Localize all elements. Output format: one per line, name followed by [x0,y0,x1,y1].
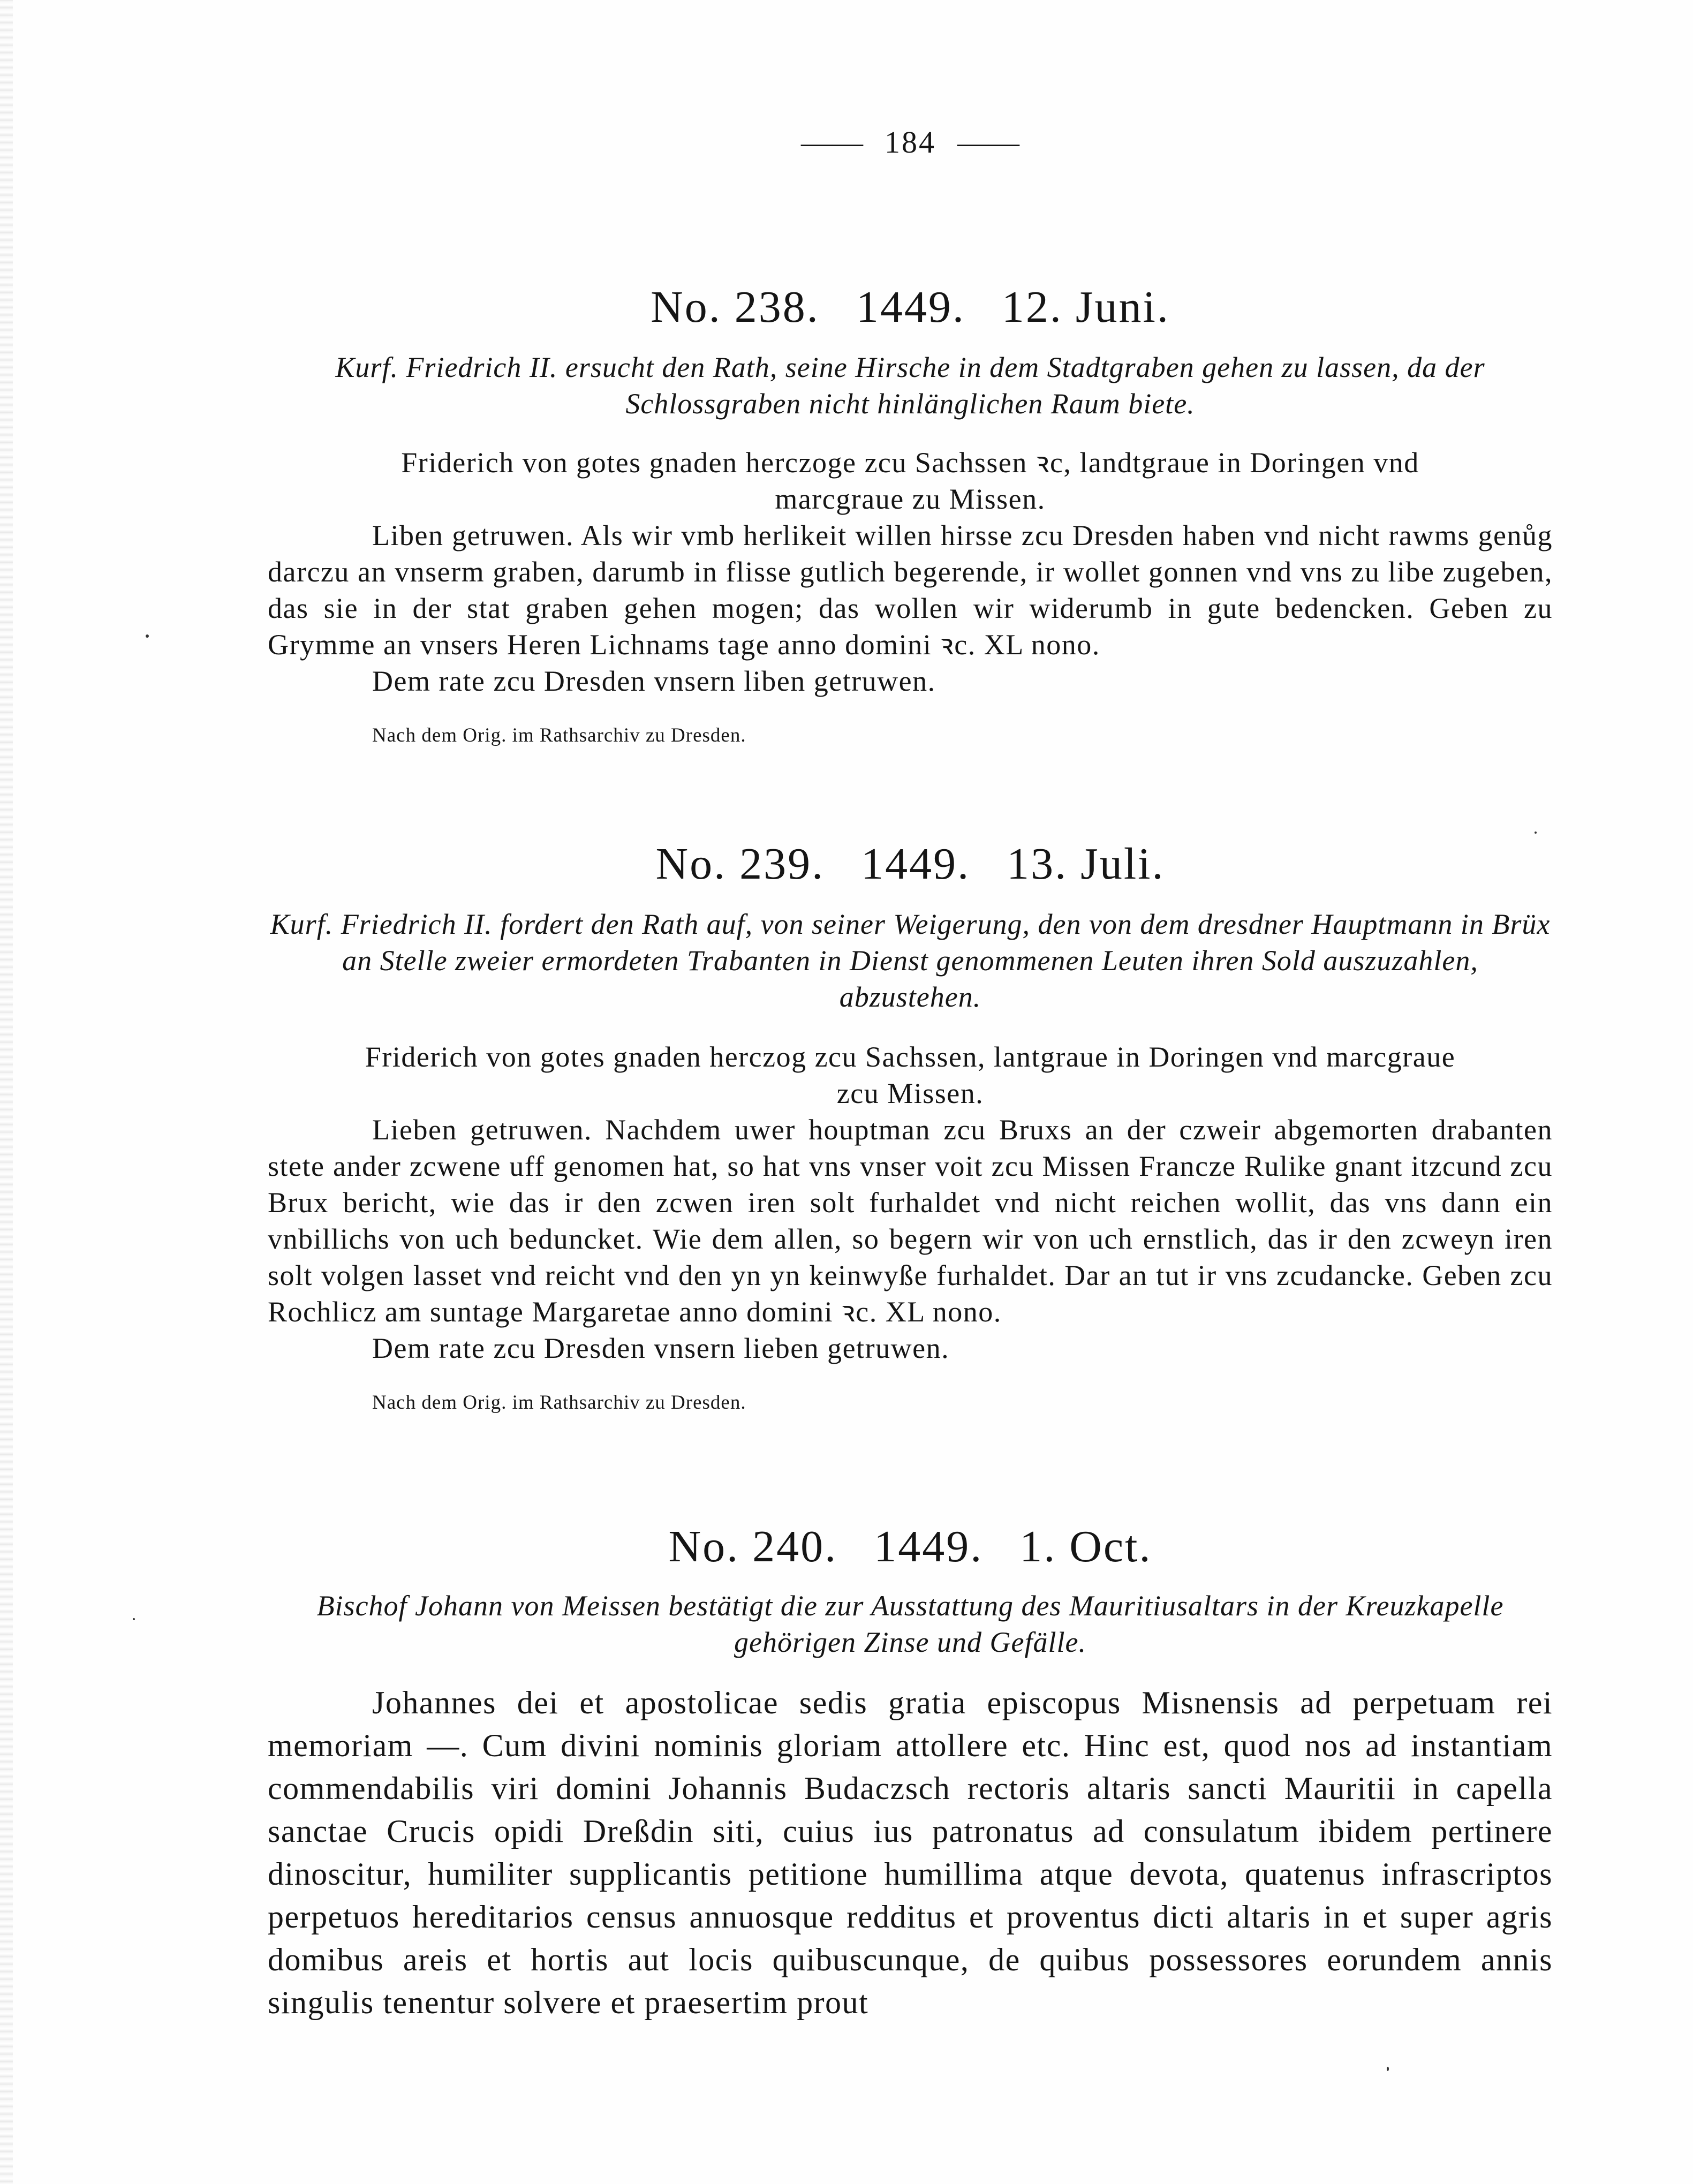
document-number: No. 239. [655,839,825,889]
address-238: Dem rate zcu Dresden vnsern liben getruwen. [372,665,936,697]
document-text-239 [268,1039,1553,1366]
source-note-238: Nach dem Orig. im Rathsarchiv zu Dresden. [372,724,746,746]
document-number: No. 240. [668,1522,838,1571]
document-number: No. 238. [651,282,820,332]
letter-body-239: Lieben getruwen. Nachdem uwer houptman zcu Bruxs an der czweir abgemorten drabanten stete ander zcwene uff genomen hat, so hat vns vnser voit zcu Missen Francze Rulike gnant itzcund zcu Brux bericht, wie das ir den zcwen iren solt furhaldet vnd nicht reichen wollit, das vns dann ein vnbillichs von uch beduncket. Wie dem allen, so begern wir von uch ernstlich, das ir den zcweyn iren solt volgen lasset vnd reicht vnd den yn yn keinwyße furhaldet. Dar an tut ir vns zcudancke. Geben zcu Rochlicz am suntage Margaretae anno domini ꝛc. XL nono. [268,1114,1553,1328]
document-heading-238 [268,281,1553,333]
folio-dash-left: —— [801,125,863,160]
intitulatio-238: Friderich von gotes gnaden herczoge zcu Sachssen ꝛc, landtgraue in Doringen vnd marcgraue zu Missen. [401,447,1419,515]
scan-edge [0,0,13,2184]
document-year: 1449. [874,1522,984,1571]
scan-speck [1535,832,1537,834]
letter-body-238: Liben getruwen. Als wir vmb herlikeit willen hirsse zcu Dresden haben vnd nicht rawms genůg darczu an vnserm graben, darumb in flisse gutlich begerende, ir wollet gonnen vnd vns zu libe zugeben, das sie in der stat graben gehen mogen; das wollen wir widerumb in gute bedencken. Geben zu Grymme an vnsers Heren Lichnams tage anno domini ꝛc. XL nono. [268,519,1553,661]
intitulatio-239: Friderich von gotes gnaden herczog zcu Sachssen, lantgraue in Doringen vnd marcgraue zcu Missen. [365,1041,1456,1109]
regest-239: Kurf. Friedrich II. fordert den Rath auf, von seiner Weigerung, den von dem dresdner Hauptmann in Brüx an Stelle zweier ermordeten Trabanten in Dienst genommenen Leuten ihren Sold auszuzahlen, abzustehen. [270,908,1551,1013]
regest-240: Bischof Johann von Meissen bestätigt die zur Ausstattung des Mauritiusaltars in der Kreuzkapelle gehörigen Zinse und Gefälle. [316,1590,1504,1658]
document-year: 1449. [861,839,971,889]
page-number [268,124,1553,160]
page-number-value: 184 [885,125,936,160]
document-heading-240 [268,1521,1553,1573]
document-date: 12. Juni. [1001,282,1170,332]
folio-dash-right: —— [957,125,1019,160]
document-text-238 [268,444,1553,699]
document-text-240: Johannes dei et apostolicae sedis gratia episcopus Misnensis ad perpetuam rei memoriam —. Cum divini nominis gloriam attollere etc. Hinc est, quod nos ad instantiam commendabilis viri domini Johannis Budaczsch rectoris altaris sancti Mauritii in capella sanctae Crucis opidi Dreßdin siti, cuius ius patronatus ad consulatum ibidem pertinere dinoscitur, humiliter supplicantis petitione humillima atque devota, quatenus infrascriptos perpetuos hereditarios census annuosque redditus et proventus dicti altaris in et super agris domibus areis et hortis aut locis quibuscunque, de quibus possessores eorundem annis singulis tenentur solvere et praesertim prout [268,1685,1553,2020]
scan-speck [1387,2067,1389,2071]
address-239: Dem rate zcu Dresden vnsern lieben getruwen. [372,1332,950,1364]
document-year: 1449. [856,282,965,332]
document-date: 13. Juli. [1007,839,1165,889]
source-note-239: Nach dem Orig. im Rathsarchiv zu Dresden. [372,1392,746,1414]
document-heading-239 [268,838,1553,890]
regest-238: Kurf. Friedrich II. ersucht den Rath, seine Hirsche in dem Stadtgraben gehen zu lassen, da der Schlossgraben nicht hinlänglichen Raum biete. [335,351,1485,420]
scan-speck [133,1618,135,1620]
document-date: 1. Oct. [1019,1522,1152,1571]
scan-speck [146,634,149,638]
